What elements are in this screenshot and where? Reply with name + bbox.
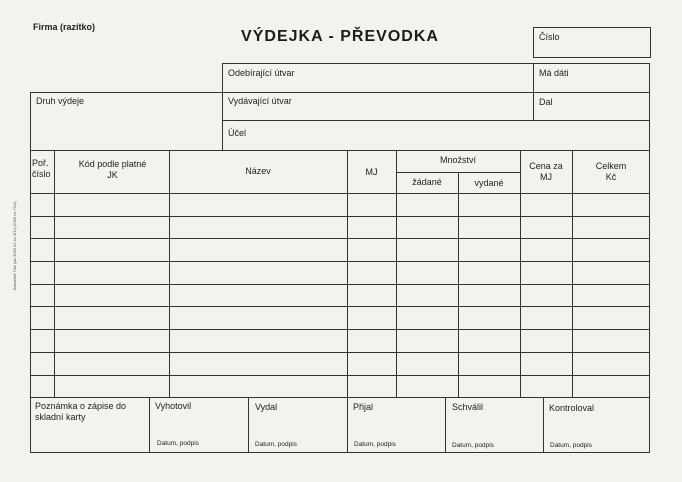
col-unit-header: MJ bbox=[365, 167, 378, 177]
col-price-header: Cena za MJ bbox=[529, 161, 563, 182]
firm-stamp-label: Firma (razítko) bbox=[33, 22, 96, 32]
issue-type-label: Druh výdeje bbox=[36, 96, 85, 106]
stock-card-note-label: Poznámka o zápise do skladní karty bbox=[35, 401, 127, 422]
approved-by-label: Schválil bbox=[452, 402, 484, 412]
date-sign-received: Datum, podpis bbox=[354, 441, 396, 448]
checked-by-label: Kontroloval bbox=[549, 403, 595, 413]
number-label: Číslo bbox=[539, 32, 560, 42]
date-sign-prepared: Datum, podpis bbox=[157, 440, 199, 447]
issued-by-label: Vydal bbox=[255, 402, 278, 412]
col-requested-header: žádané bbox=[412, 177, 442, 187]
date-sign-approved: Datum, podpis bbox=[452, 442, 494, 449]
col-issued-header: vydané bbox=[474, 178, 504, 188]
form-title: VÝDEJKA - PŘEVODKA bbox=[241, 28, 439, 45]
col-order-header: Poř. číslo bbox=[32, 158, 51, 179]
printer-imprint: Baloušek Tisk (viz 3056 02 ev 3/14 (2003 ev 7/14) bbox=[12, 201, 17, 290]
col-name-header: Název bbox=[245, 166, 271, 176]
credit-label: Dal bbox=[539, 97, 553, 107]
date-sign-issued: Datum, podpis bbox=[255, 441, 297, 448]
debit-label: Má dáti bbox=[539, 68, 569, 78]
prepared-by-label: Vyhotovil bbox=[155, 401, 192, 411]
date-sign-checked: Datum, podpis bbox=[550, 442, 592, 449]
col-quantity-header: Množství bbox=[439, 155, 476, 165]
col-code-header: Kód podle platné JK bbox=[78, 159, 147, 180]
col-total-header: Celkem Kč bbox=[595, 161, 627, 182]
purpose-label: Účel bbox=[228, 128, 247, 138]
receiving-unit-label: Odebírající útvar bbox=[228, 68, 295, 78]
received-by-label: Přijal bbox=[353, 402, 374, 412]
issuing-unit-label: Vydávající útvar bbox=[228, 96, 292, 106]
